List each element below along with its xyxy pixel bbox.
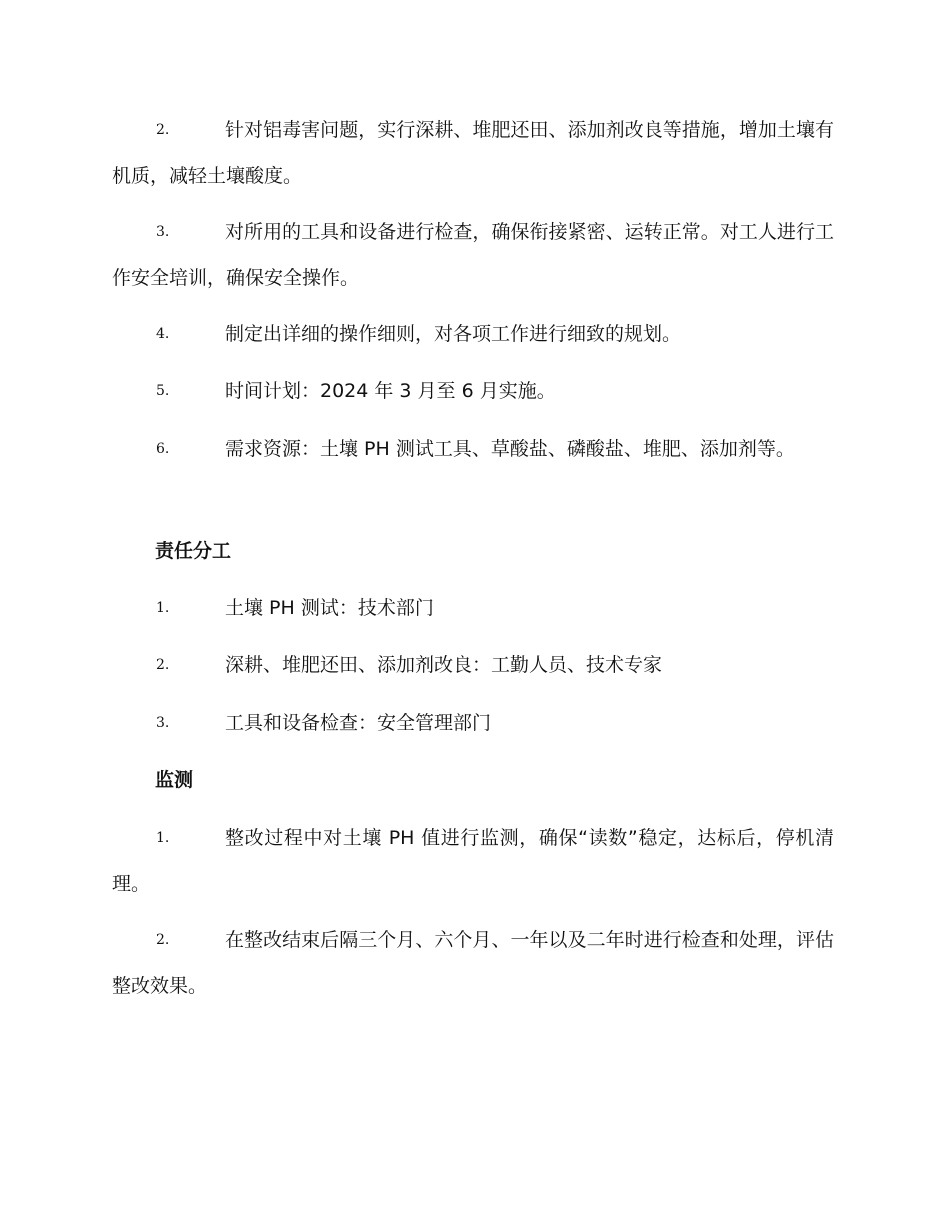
list-number: 4. <box>156 326 170 342</box>
list-item <box>112 700 834 746</box>
list-number: 2. <box>156 932 170 948</box>
list-number: 6. <box>156 441 170 457</box>
list-text: 深耕、堆肥还田、添加剂改良：工勤人员、技术专家 <box>225 654 663 676</box>
list-number: 2. <box>156 122 170 138</box>
list-item <box>112 815 834 907</box>
section-heading-monitoring: 监测 <box>155 769 194 791</box>
list-item <box>112 917 834 1009</box>
list-item <box>112 426 834 472</box>
list-text: 工具和设备检查：安全管理部门 <box>225 712 492 734</box>
list-text: 在整改结束后隔三个月、六个月、一年以及二年时进行检查和处理，评估整改效果。 <box>112 929 834 997</box>
list-item <box>112 311 834 357</box>
list-number: 3. <box>156 715 170 731</box>
list-number: 5. <box>156 383 170 399</box>
list-item <box>112 107 834 199</box>
list-number: 3. <box>156 224 170 240</box>
list-text: 对所用的工具和设备进行检查，确保衔接紧密、运转正常。对工人进行工作安全培训，确保安全操作。 <box>112 221 834 289</box>
list-text: 制定出详细的操作细则，对各项工作进行细致的规划。 <box>225 323 682 345</box>
list-item <box>112 642 834 688</box>
list-text: 针对铝毒害问题，实行深耕、堆肥还田、添加剂改良等措施，增加土壤有机质，减轻土壤酸度。 <box>112 119 834 187</box>
list-text: 土壤 PH 测试：技术部门 <box>225 597 434 619</box>
list-text: 整改过程中对土壤 PH 值进行监测，确保“读数”稳定，达标后，停机清理。 <box>112 827 834 895</box>
list-item <box>112 368 834 414</box>
list-text: 时间计划：2024 年 3 月至 6 月实施。 <box>225 380 556 402</box>
list-number: 1. <box>156 600 170 616</box>
list-number: 2. <box>156 657 170 673</box>
section-heading-responsibility: 责任分工 <box>155 540 232 562</box>
list-text: 需求资源：土壤 PH 测试工具、草酸盐、磷酸盐、堆肥、添加剂等。 <box>225 438 795 460</box>
list-item <box>112 209 834 301</box>
list-item <box>112 585 834 631</box>
list-number: 1. <box>156 830 170 846</box>
